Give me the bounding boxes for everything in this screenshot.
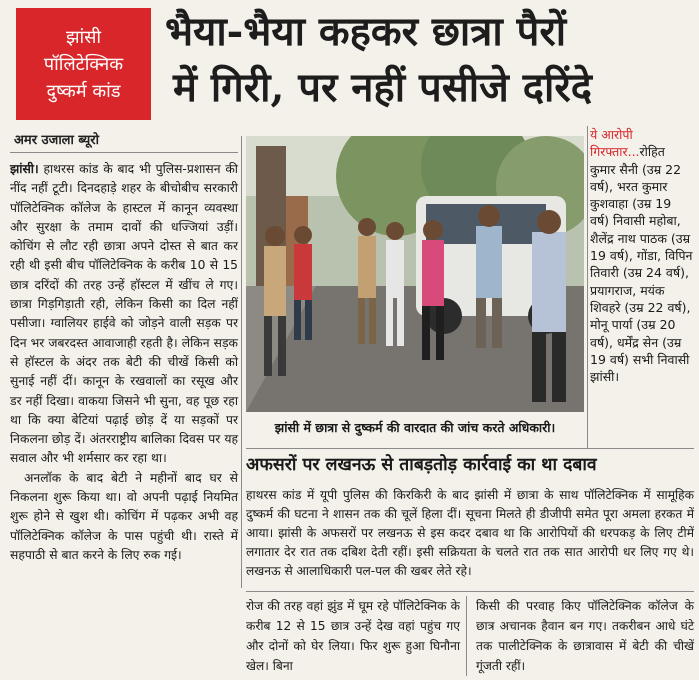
dateline: झांसी।: [10, 162, 39, 176]
photo-caption: झांसी में छात्रा से दुष्कर्म की वारदात की जांच करते अधिकारी।: [274, 419, 556, 435]
byline: अमर उजाला ब्यूरो: [14, 133, 99, 148]
left-body: हाथरस कांड के बाद भी पुलिस-प्रशासन की नींद नहीं टूटी। दिनदहाड़े शहर के बीचोबीच सरकारी पॉलिटेक्निक कॉलेज के हास्टल में कानून व्यवस्था और सुरक्षा के तमाम दावों की धज्जियां उड़ीं। कोचिंग से लौट रही छात्रा अपने दोस्त से बात कर रही थी इसी बीच पॉलिटेक्निक के करीब 10 से 15 छात्र दरिंदों की तरह उन्हें हॉस्टल में खींच ले गए। छात्रा गिड़गिड़ाती रही, लेकिन किसी का दिल नहीं पसीजा। ग्वालियर हाईवे को जोड़ने वाली सड़क पर दिन भर जबरदस्त आवाजाही रहती है। लेकिन सड़क से हॉस्टल के अंदर तक बेटी की चीखें किसी को सुनाई नहीं दीं। कानून के रखवालों का रसूख और डर नहीं दिखा। वाकया जिसने भी सुना, वह पूछ रहा था कि क्या बेटियां पढ़ाई छोड़ दें या सड़कों पर निकलना छोड़ दें। अंतरराष्ट्रीय बालिका दिवस पर यह सवाल और भी शर्मसार कर रहा था।: [10, 162, 238, 466]
byline-rule: [10, 152, 238, 153]
bottom-column-3: किसी की परवाह किए पॉलिटेक्निक कॉलेज के छात्र अचानक हैवान बन गए। तकरीबन आधे घंटे तक पालीटेक्निक के छात्रावास में बेटी की चीखें गूंजती रहीं।: [476, 599, 694, 673]
right-column: [590, 126, 694, 385]
officials-inspection-photo: [246, 136, 584, 412]
sub-story-text: हाथरस कांड में यूपी पुलिस की किरकिरी के बाद झांसी में छात्रा के साथ पॉलिटेक्निक में सामूहिक दुष्कर्म की घटना ने शासन तक की चूलें हिला दीं। सूचना मिलते ही डीजीपी समेत पूरा अमला हरकत में आया। झांसी के अफसरों पर लखनऊ से इस कदर दबाव था कि आरोपियों की धरपकड़ के लिए टीमें लगातार देर रात तक दबिश देती रहीं। इसी सक्रियता के चलते रात तक सात आरोपी धर लिए गए थे। लखनऊ से आलाधिकारी पल-पल की खबर लेते रहे।: [246, 488, 694, 578]
left-para-2: अनलॉक के बाद बेटी ने महीनों बाद घर से निकलना शुरू किया था। वो अपनी पढ़ाई नियमित शुरू होने से खुश थी। कोचिंग में पढ़कर अभी वह पॉलिटेक्निक कॉलेज के पास पहुंची थी। रास्ते में सहपाठी से बात करने के लिए रुक गई।: [10, 470, 238, 562]
headline-line-1: भैया-भैया कहकर छात्रा पैरों: [165, 8, 567, 55]
news-photo: [246, 136, 584, 412]
left-para-1: [10, 160, 238, 469]
sub-story-rule: [246, 448, 694, 449]
column-divider: [241, 136, 242, 588]
accused-list: रोहित कुमार सैनी (उम्र 22 वर्ष), भरत कुमार कुशवाहा (उम्र 19 वर्ष) निवासी महोबा, शैलेंद्र नाथ पाठक (उम्र 19 वर्ष), गोंडा, विपिन तिवारी (उम्र 24 वर्ष), प्रयागराज, मयंक शिवहरे (उम्र 22 वर्ष), मोनू पार्या (उम्र 20 वर्ष), धर्मेंद्र सेन (उम्र 19 वर्ष) सभी निवासी झांसी।: [590, 144, 693, 385]
section-tag: [16, 8, 151, 120]
bottom-rule: [246, 591, 694, 592]
sub-story-headline: अफसरों पर लखनऊ से ताबड़तोड़ कार्रवाई का था दबाव: [246, 455, 597, 475]
headline: [165, 4, 695, 116]
tag-line-2: पॉलिटेक्निक: [43, 53, 124, 75]
tag-line-3: दुष्कर्म कांड: [46, 80, 121, 102]
right-column-divider: [587, 126, 588, 448]
headline-line-2: में गिरी, पर नहीं पसीजे दरिंदे: [173, 64, 592, 111]
sub-story-body: [246, 486, 694, 581]
tag-line-1: झांसी: [65, 26, 102, 48]
bottom-column-2: रोज की तरह वहां झुंड में घूम रहे पॉलिटेक्निक के करीब 12 से 15 छात्र उन्हें देख वहां पहुंच गए और दोनों को घेर लिया। फिर शुरू हुआ घिनौना खेल। बिना: [246, 599, 460, 673]
left-column: [10, 160, 238, 565]
accused-heading: ये आरोपी गिरफ्तार...: [590, 127, 640, 160]
bottom-divider: [466, 596, 467, 676]
